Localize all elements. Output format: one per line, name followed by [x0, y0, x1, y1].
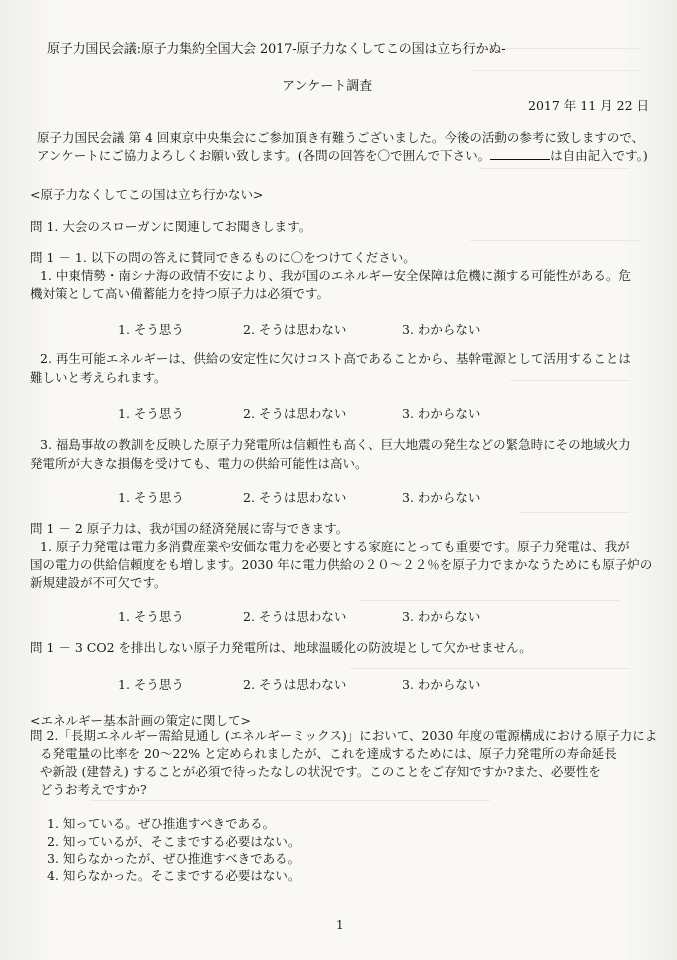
question-2-line-3: や新設 (建替え) することが必須で待ったなしの状況です。このことをご存知ですか?また、必要性を: [40, 764, 601, 779]
answer-option-3[interactable]: 3. 知らなかったが、ぜひ推進すべきである。: [47, 851, 301, 866]
section-heading-2: <エネルギー基本計画の策定に関して>: [30, 713, 251, 728]
intro-line-1: 原子力国民会議 第 4 回東京中央集会にご参加頂き有難うございました。今後の活動の参考に致しますので、: [37, 130, 645, 145]
option-unknown[interactable]: 3. わからない: [402, 406, 481, 421]
answer-option-1[interactable]: 1. 知っている。ぜひ推進すべきである。: [47, 816, 276, 831]
item-3-line-2: 発電所が大きな損傷を受けても、電力の供給可能性は高い。: [30, 456, 368, 471]
section-heading-1: <原子力なくしてこの国は立ち行かない>: [30, 187, 264, 202]
option-agree[interactable]: 1. そう思う: [118, 322, 184, 337]
free-entry-blank: [490, 148, 550, 160]
question-1: 問 1. 大会のスローガンに関連してお聞きします。: [30, 219, 312, 234]
survey-subtitle: アンケート調査: [282, 79, 373, 94]
answer-option-2[interactable]: 2. 知っているが、そこまでする必要はない。: [47, 834, 301, 849]
option-unknown[interactable]: 3. わからない: [402, 322, 481, 337]
item-2-line-2: 難しいと考えられます。: [30, 370, 167, 385]
option-disagree[interactable]: 2. そうは思わない: [243, 609, 347, 624]
page-title: 原子力国民会議:原子力集約全国大会 2017-原子力なくしてこの国は立ち行かぬ-: [47, 42, 506, 57]
item-3-line-1: 3. 福島事故の教訓を反映した原子力発電所は信頼性も高く、巨大地震の発生などの緊急時にその地域火力: [40, 437, 631, 452]
question-1-2-line-3: 国の電力の供給信頼度をも増します。2030 年に電力供給の２０～２２％を原子力でまかなうためにも原子炉の: [30, 557, 653, 572]
question-1-1: 問 1 － 1. 以下の問の答えに賛同できるものに〇をつけてください。: [30, 250, 416, 265]
option-disagree[interactable]: 2. そうは思わない: [243, 322, 347, 337]
option-disagree[interactable]: 2. そうは思わない: [243, 490, 347, 505]
option-unknown[interactable]: 3. わからない: [402, 490, 481, 505]
intro-line-2b: は自由記入です。): [550, 148, 648, 163]
question-2-line-2: る発電量の比率を 20～22% と定められましたが、これを達成するためには、原子力発電所の寿命延長: [40, 746, 617, 761]
question-1-2-line-4: 新規建設が不可欠です。: [30, 575, 167, 590]
item-2-line-1: 2. 再生可能エネルギーは、供給の安定性に欠けコスト高であることから、基幹電源として活用することは: [40, 351, 631, 366]
document-date: 2017 年 11 月 22 日: [528, 98, 649, 113]
page-number: 1: [336, 918, 344, 932]
question-1-2-line-2: 1. 原子力発電は電力多消費産業や安価な電力を必要とする家庭にとっても重要です。原子力発電は、我が: [40, 539, 630, 554]
intro-line-2a: アンケートにご協力よろしくお願い致します。(各問の回答を〇で囲んで下さい。: [37, 148, 491, 163]
option-agree[interactable]: 1. そう思う: [118, 677, 184, 692]
option-unknown[interactable]: 3. わからない: [402, 609, 481, 624]
question-1-2: 問 1 － 2 原子力は、我が国の経済発展に寄与できます。: [30, 521, 349, 536]
item-1-line-2: 機対策として高い備蓄能力を持つ原子力は必須です。: [30, 286, 330, 301]
option-disagree[interactable]: 2. そうは思わない: [243, 677, 347, 692]
option-agree[interactable]: 1. そう思う: [118, 406, 184, 421]
option-disagree[interactable]: 2. そうは思わない: [243, 406, 347, 421]
item-1-line-1: 1. 中東情勢・南シナ海の政情不安により、我が国のエネルギー安全保障は危機に瀕する可能性がある。危: [40, 268, 631, 283]
intro-line-2: [37, 148, 648, 164]
option-agree[interactable]: 1. そう思う: [118, 609, 184, 624]
question-2-line-4: どうお考えですか?: [40, 782, 147, 797]
question-2-line-1: 問 2.「長期エネルギー需給見通し (エネルギーミックス)」において、2030 年度の電源構成における原子力によ: [30, 728, 658, 743]
question-1-3: 問 1 － 3 CO2 を排出しない原子力発電所は、地球温暖化の防波堤として欠かせません。: [30, 640, 532, 655]
option-unknown[interactable]: 3. わからない: [402, 677, 481, 692]
answer-option-4[interactable]: 4. 知らなかった。そこまでする必要はない。: [47, 868, 301, 883]
option-agree[interactable]: 1. そう思う: [118, 490, 184, 505]
